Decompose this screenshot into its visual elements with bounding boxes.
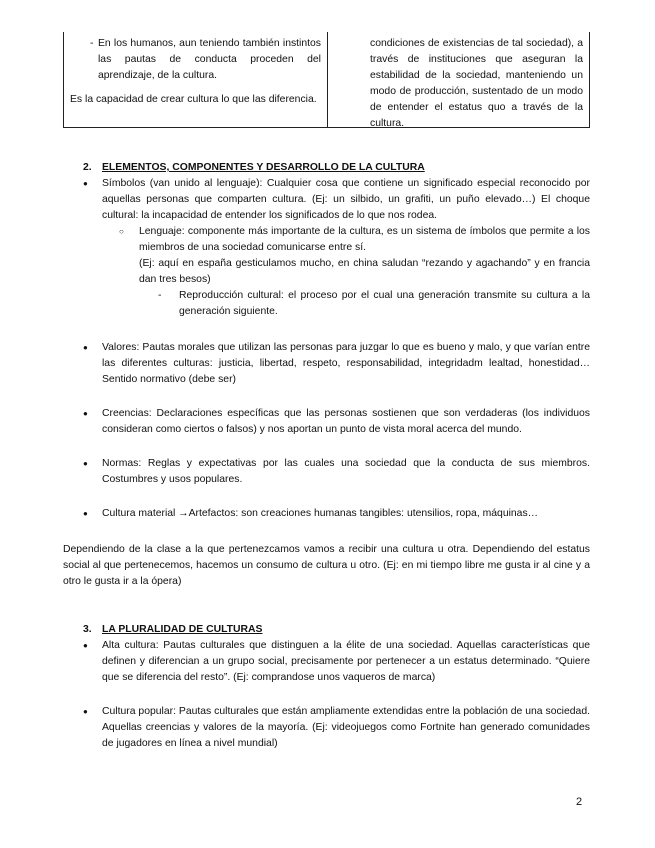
bullet-icon: ● <box>83 179 88 188</box>
list-item-cultura-popular <box>83 704 590 752</box>
list-item-alta-cultura <box>83 638 590 686</box>
cultura-popular-text: Cultura popular: Pautas culturales que están ampliamente extendidas entre la población de una sociedad. Aquellas creencias y valores de la mayoría. (Ej: videojuegos como Fortnite han generado comunidades de jugadores en línea a nivel mundial) <box>102 706 590 749</box>
dash-marker: - <box>158 290 162 301</box>
table-right-text: condiciones de existencias de tal sociedad), a través de instituciones que aseguran la estabilidad de la sociedad, manteniendo un modo de producción, sustentado de un modo de entender el estatus quo a través de la cultura. <box>370 38 583 129</box>
section-3-title: LA PLURALIDAD DE CULTURAS <box>102 624 263 635</box>
comparison-table <box>63 32 590 128</box>
valores-text: Valores: Pautas morales que utilizan las personas para juzgar lo que es bueno y malo, y que varían entre las diferentes culturas: justicia, libertad, respeto, responsabilidad, integridadm lealtad, honestidad… Sentido normativo (debe ser) <box>102 342 590 385</box>
page-number: 2 <box>576 796 583 808</box>
table-cell-right <box>328 32 589 127</box>
list-item-creencias <box>83 406 590 438</box>
list-item-simbolos <box>83 176 590 224</box>
dash-marker: - <box>90 38 94 49</box>
table-left-paragraph: Es la capacidad de crear cultura lo que las diferencia. <box>70 94 317 105</box>
reproduccion-text: Reproducción cultural: el proceso por el cual una generación transmite su cultura a la generación siguiente. <box>179 290 590 317</box>
table-cell-left <box>64 32 328 127</box>
bullet-icon: ● <box>83 707 88 716</box>
section-3-number: 3. <box>83 624 92 635</box>
lenguaje-example: (Ej: aquí en españa gesticulamos mucho, en china saludan “rezando y agachando” y en francia dan tres besos) <box>139 258 590 285</box>
section-2-number: 2. <box>83 162 92 173</box>
list-item-cultura-material <box>83 506 590 522</box>
normas-text: Normas: Reglas y expectativas por las cuales una sociedad que la conducta de sus miembros. Costumbres y usos populares. <box>102 458 590 485</box>
alta-cultura-text: Alta cultura: Pautas culturales que distinguen a la élite de una sociedad. Aquellas características que definen y diferencian a un grupo social, precisamente por pertenecer a un estatus determinado. “Quiere que se diferencia del resto”. (Ej: comprandose unos vaqueros de marca) <box>102 640 590 683</box>
table-left-bullet-text: En los humanos, aun teniendo también instintos las pautas de conducta proceden del aprendizaje, de la cultura. <box>98 38 321 81</box>
list-item-valores <box>83 340 590 388</box>
lenguaje-text <box>139 224 590 288</box>
section-2-heading <box>83 160 590 176</box>
circle-bullet-icon: ○ <box>119 227 124 236</box>
lenguaje-definition: Lenguaje: componente más importante de la cultura, es un sistema de ímbolos que permite a los miembros de una sociedad comunicarse entre sí. <box>139 226 590 253</box>
creencias-text: Creencias: Declaraciones específicas que las personas sostienen que son verdaderas (los individuos consideran como ciertos o falsos) y nos aportan un punto de vista moral acerca del mundo. <box>102 408 590 435</box>
table-left-bullet <box>70 36 321 84</box>
bullet-icon: ● <box>83 343 88 352</box>
bullet-icon: ● <box>83 409 88 418</box>
list-item-normas <box>83 456 590 488</box>
bullet-icon: ● <box>83 641 88 650</box>
main-content <box>63 160 590 752</box>
section-2-title: ELEMENTOS, COMPONENTES Y DESARROLLO DE LA CULTURA <box>102 162 425 173</box>
list-item-lenguaje <box>119 224 590 288</box>
bullet-icon: ● <box>83 459 88 468</box>
bullet-icon: ● <box>83 509 88 518</box>
section-3-heading <box>83 622 590 638</box>
list-item-reproduccion <box>158 288 590 320</box>
simbolos-text: Símbolos (van unido al lenguaje): Cualquier cosa que contiene un significado especial reconocido por aquellas personas que comparten cultura. (Ej: un silbido, un grafiti, un puño elevado…) El choque cultural: la incapacidad de entender los significados de lo que nos rodea. <box>102 178 590 221</box>
clase-social-paragraph: Dependiendo de la clase a la que pertenezcamos vamos a recibir una cultura u otra. Dependiendo del estatus social al que pertenecemos, hacemos un consumo de cultura u otro. (Ej: en mi tiempo libre me gusta ir al cine y a otro le gusta ir a la ópera) <box>63 544 590 587</box>
cultura-material-text: Cultura material →Artefactos: son creaciones humanas tangibles: utensilios, ropa, máquinas… <box>102 508 539 519</box>
